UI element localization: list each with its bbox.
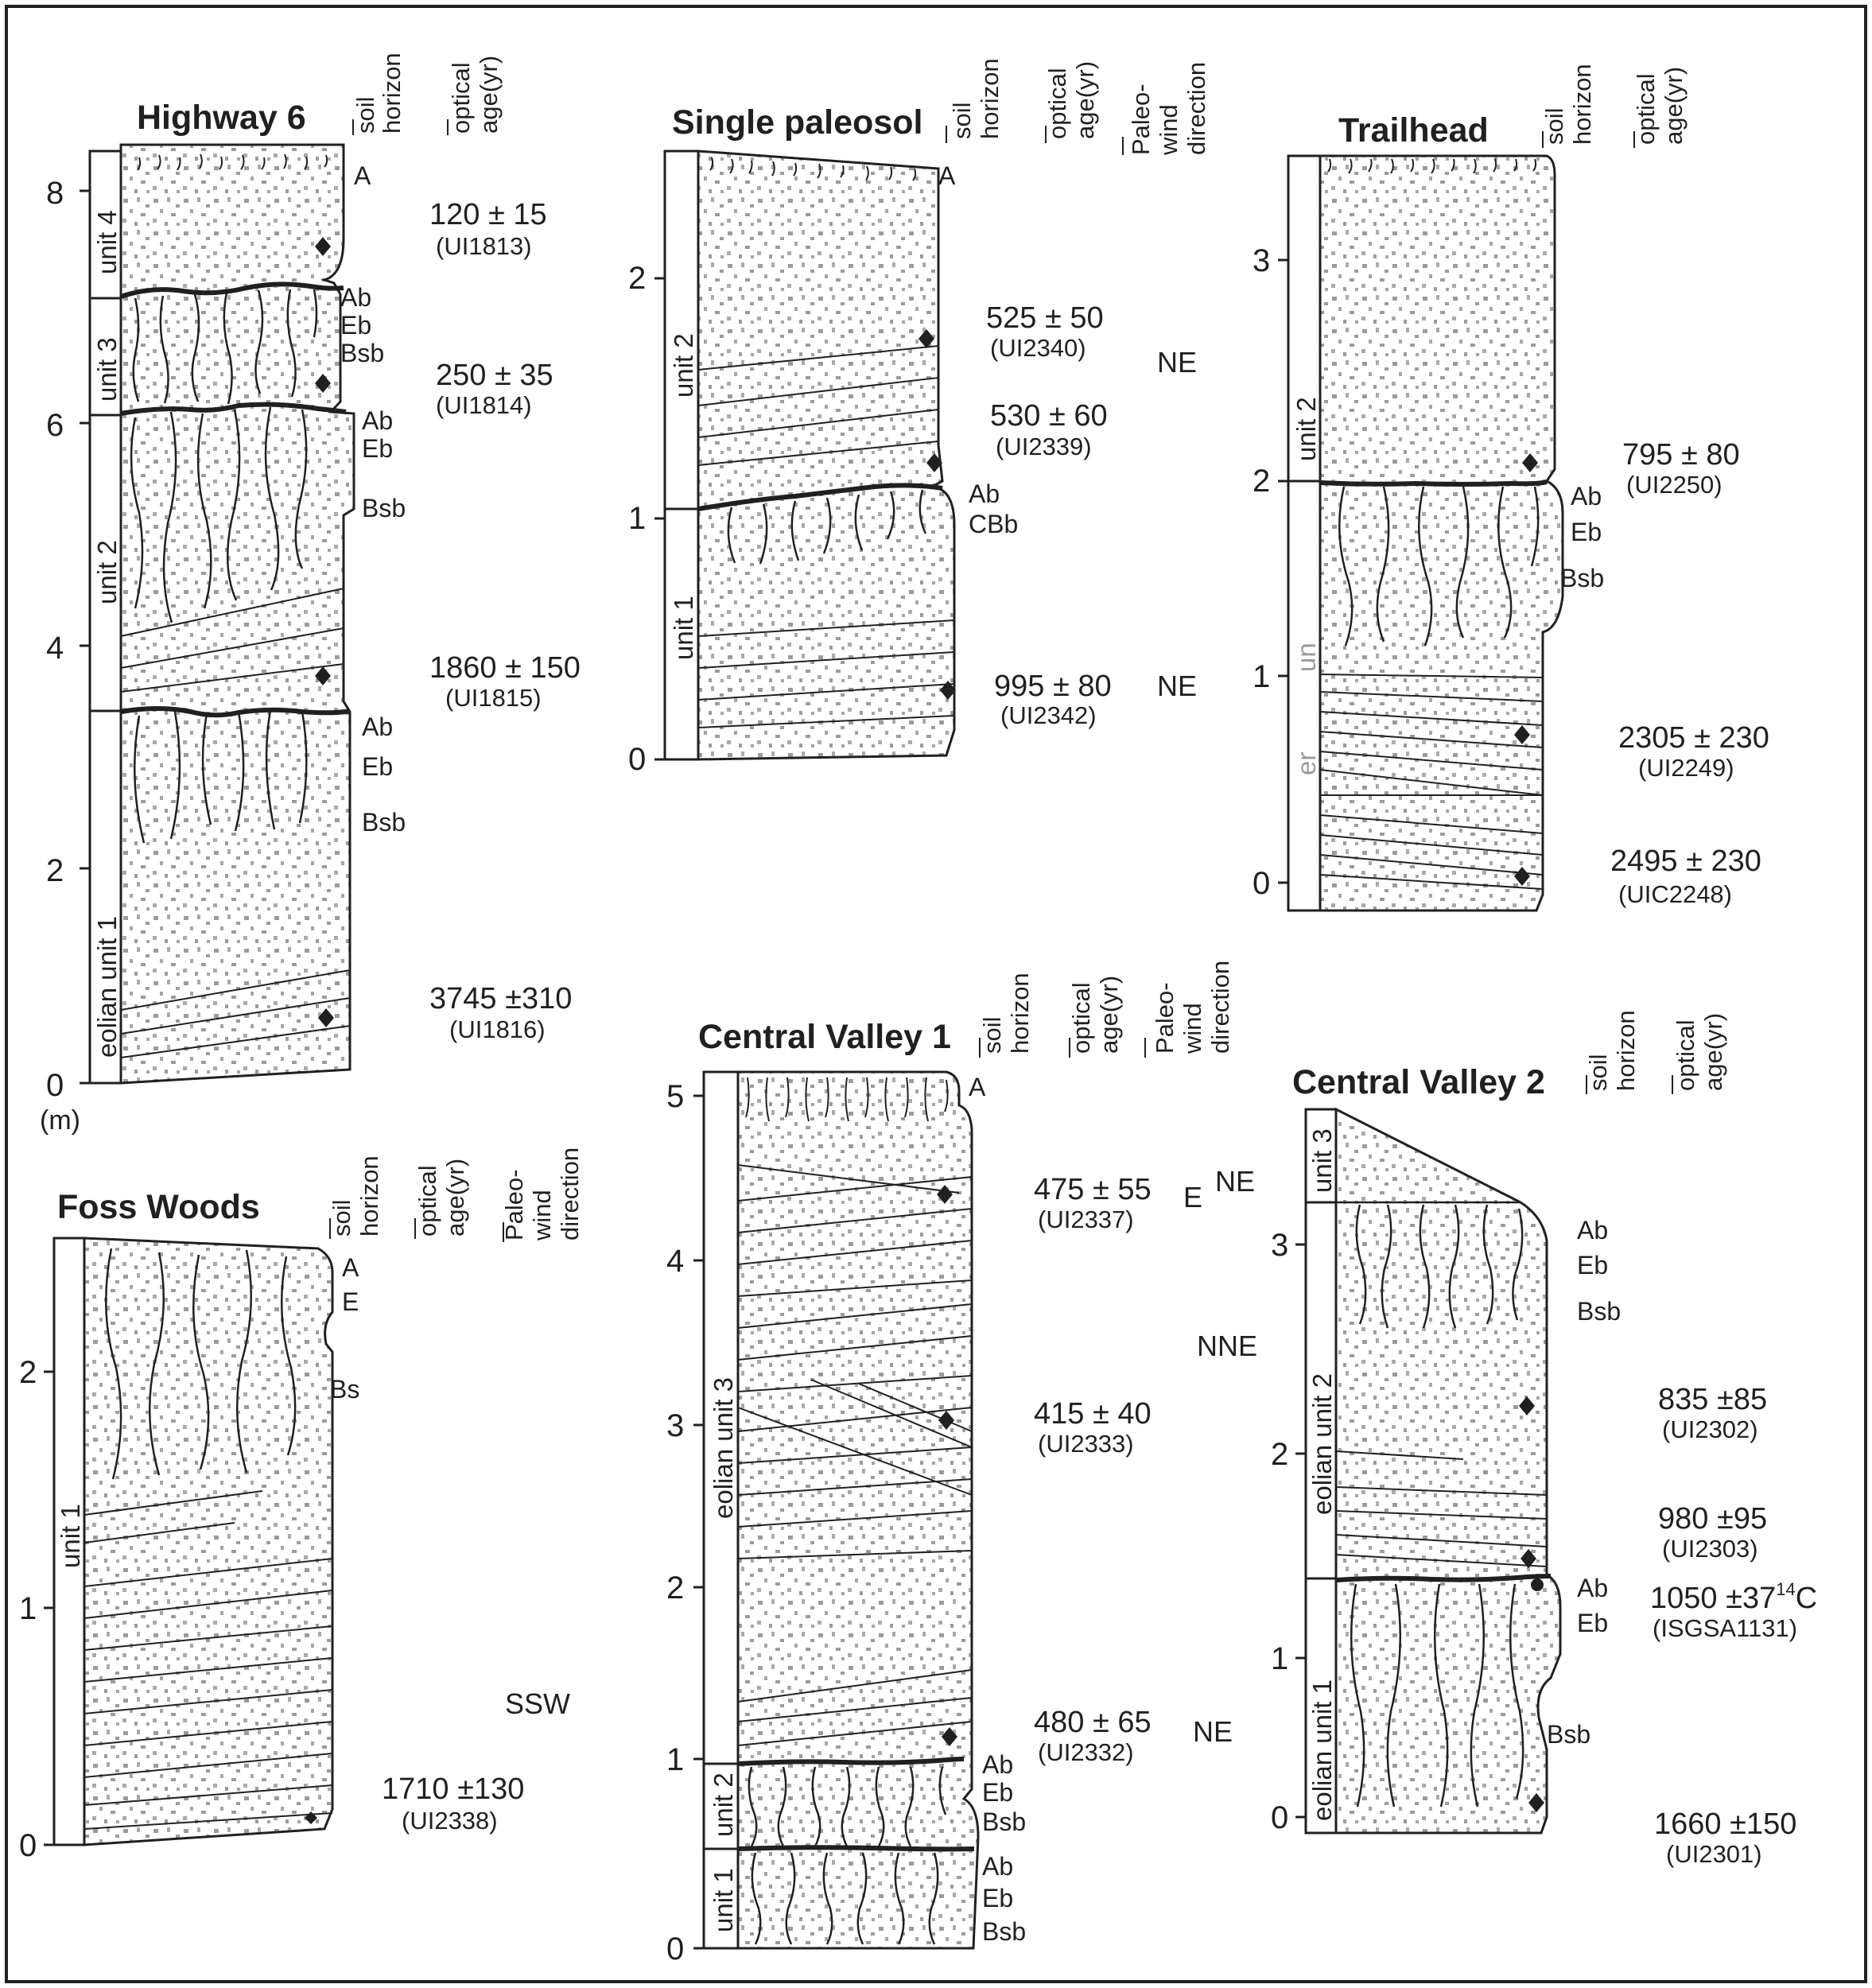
header-line: soil [1584,1054,1612,1091]
horizon-label: Bsb [1577,1297,1621,1326]
unit-label: unit 2 [92,540,122,604]
section-title: Central Valley 2 [1292,1063,1545,1101]
horizon-label: Bsb [340,339,385,367]
horizon-label: Eb [1577,1609,1609,1637]
tick-label: 0 [1271,1800,1289,1835]
optical-age: 415 ± 40 [1034,1397,1152,1431]
wind-direction: NE [1193,1715,1233,1748]
horizon-label: Bsb [362,494,406,522]
depth-axis [80,191,90,1083]
horizon-label: Ab [340,283,372,312]
wind-direction: SSW [505,1687,571,1720]
units-label: (m) [40,1105,80,1136]
horizon-label: Eb [340,311,372,340]
paleosol-boundary [1320,482,1547,484]
unit-label: eolian unit 1 [92,916,122,1058]
section-highway6 [40,52,581,1136]
sediment-column [698,151,954,759]
unit-label: unit 2 [709,1773,738,1837]
lab-id: (UI2250) [1626,471,1722,499]
header-line: direction [556,1147,584,1241]
tick-label: 4 [666,1244,685,1279]
unit-label: un [1291,643,1321,672]
horizon-label: Eb [982,1778,1014,1807]
header-line: age(yr) [1071,60,1099,139]
header-line: horizon [1568,64,1596,145]
horizon-label: CBb [969,510,1019,538]
tick-label: 1 [666,1742,685,1777]
optical-age: 525 ± 50 [986,301,1104,335]
unit-label: unit 2 [669,333,698,398]
header-line: Paleo- [500,1169,528,1241]
section-single-paleosol [628,58,1210,777]
section-central-valley-1 [666,961,1257,1967]
optical-age: 250 ± 35 [436,359,553,392]
lab-id: (UI2302) [1662,1415,1758,1443]
horizon-label: Bs [330,1375,360,1404]
lab-id: (UI2249) [1638,754,1734,782]
tick-label: 0 [666,1932,685,1967]
horizon-label: Eb [982,1884,1014,1912]
tick-label: 2 [628,261,647,296]
tick-label: 0 [1253,866,1271,901]
header-line: direction [1183,61,1210,155]
header-line: age(yr) [1660,66,1688,145]
depth-axis [693,1096,704,1948]
wind-direction: NE [1215,1165,1256,1198]
soil-horizon-header [978,973,1034,1054]
radiocarbon-sample-dot [1531,1578,1544,1591]
optical-age-header [1067,976,1123,1054]
lab-id: (UI1815) [445,684,542,712]
unit-label: unit 1 [56,1504,85,1568]
header-line: soil [351,96,379,134]
unit-strip [665,151,698,759]
unit-label: unit 4 [92,210,122,274]
optical-age-header [1672,1013,1727,1091]
header-line: soil [948,102,976,139]
horizon-label: Eb [1571,518,1602,546]
wind-direction: NE [1157,346,1198,379]
soil-horizon-header [1584,1010,1640,1091]
tick-label: 1 [1271,1641,1289,1676]
sediment-column [84,1238,332,1845]
tick-label: 2 [1253,464,1271,499]
horizon-label: Bsb [1560,564,1605,592]
header-line: Paleo- [1151,982,1179,1054]
optical-age [1650,1579,1817,1615]
wind-direction: NE [1157,670,1198,702]
paleo-wind-header [500,1147,584,1241]
optical-age: 1860 ± 150 [429,651,581,685]
tick-label: 2 [666,1571,685,1606]
optical-age: 530 ± 60 [990,399,1108,433]
horizon-label: Bsb [982,1807,1027,1836]
tick-label: 0 [19,1828,37,1863]
tick-label: 0 [46,1068,64,1103]
header-line: wind [1179,1003,1206,1054]
lab-id: (UI2339) [996,433,1092,460]
optical-age: 120 ± 15 [429,198,547,231]
paleo-wind-header [1151,961,1234,1054]
depth-axis [1295,1244,1306,1817]
tick-label: 3 [1253,243,1271,278]
horizon-label: Bsb [1547,1720,1591,1749]
soil-horizon-header [328,1155,383,1237]
optical-age: 480 ± 65 [1034,1706,1152,1739]
depth-axis [44,1372,54,1845]
tick-label: 5 [666,1079,685,1114]
unit-label: unit 2 [1291,397,1321,461]
isotope-symbol: C [1795,1582,1818,1615]
lab-id: (UI2342) [1000,701,1097,729]
header-line: horizon [1006,973,1034,1054]
header-line: horizon [976,58,1004,139]
unit-label: unit 1 [709,1868,738,1932]
tick-label: 1 [1253,659,1271,694]
header-line: age(yr) [475,55,503,134]
header-line: optical [414,1165,441,1237]
header-line: wind [1155,104,1183,155]
optical-age: 2495 ± 230 [1610,845,1761,878]
horizon-label: A [354,161,371,190]
tick-label: 4 [46,631,64,666]
isotope-superscript: 14 [1776,1579,1796,1599]
horizon-label: Ab [1577,1574,1609,1602]
section-trailhead [1253,64,1769,911]
optical-age-header [1043,61,1099,139]
tick-label: 1 [628,501,647,536]
lab-id: (UI2340) [990,334,1086,362]
section-title: Central Valley 1 [698,1018,951,1056]
tick-label: 1 [19,1591,37,1626]
optical-age: 795 ± 80 [1622,438,1740,472]
optical-age-header [447,56,503,135]
optical-age: 995 ± 80 [994,670,1112,703]
optical-age: 980 ±95 [1658,1502,1768,1536]
horizon-label: Ab [969,480,1000,508]
horizon-label: Ab [362,406,394,435]
lab-id: (UI1816) [449,1015,546,1043]
optical-age-header [1632,67,1688,145]
tick-label: 6 [46,408,64,443]
unit-label: er [1291,751,1321,775]
soil-horizon-header [1540,64,1596,145]
horizon-label: Ab [982,1852,1014,1881]
horizon-label: A [938,161,956,190]
lab-id: (UI2332) [1038,1738,1134,1766]
optical-age: 835 ±85 [1658,1383,1768,1416]
header-line: optical [1043,68,1071,139]
optical-age: 3745 ±310 [429,982,573,1015]
horizon-label: Ab [1571,482,1602,511]
header-line: optical [1632,73,1660,145]
optical-age: 475 ± 55 [1034,1173,1152,1206]
header-line: wind [528,1190,556,1241]
lab-id: (UI2301) [1666,1840,1762,1868]
sediment-column [1320,156,1563,911]
tick-label: 0 [628,742,647,777]
header-line: soil [328,1199,355,1237]
horizon-label: Bsb [362,808,406,837]
section-title: Highway 6 [137,99,306,137]
header-line: soil [978,1016,1006,1054]
horizon-label: Ab [362,712,394,741]
paleo-wind-header [1127,62,1210,156]
horizon-label: Eb [362,752,394,781]
section-title: Trailhead [1338,111,1489,149]
lab-id: (UIC2248) [1618,880,1732,908]
horizon-label: Bsb [982,1917,1027,1946]
section-title: Foss Woods [57,1188,260,1226]
header-line: age(yr) [1699,1012,1727,1091]
header-line: soil [1540,107,1568,145]
header-line: direction [1206,960,1234,1054]
optical-age: 2305 ± 230 [1618,721,1769,755]
sediment-column [738,1072,978,1948]
header-line: horizon [378,52,406,134]
horizon-label: Eb [362,434,394,463]
optical-age-header [414,1159,469,1237]
soil-horizon-header [351,52,406,135]
horizon-label: E [342,1287,359,1316]
depth-axis [1278,260,1288,883]
tick-label: 2 [46,853,64,888]
horizon-label: A [342,1253,359,1282]
wind-direction: NNE [1197,1330,1258,1362]
lab-id: (UI2338) [402,1807,498,1835]
lab-id: (UI2333) [1038,1430,1134,1458]
unit-label: eolian unit 2 [1307,1373,1337,1515]
header-line: age(yr) [441,1158,469,1237]
header-line: horizon [1612,1010,1640,1091]
radiocarbon-age: 1050 ±37 [1650,1582,1777,1615]
unit-label: unit 3 [1307,1128,1337,1193]
soil-horizon-header [948,58,1004,139]
unit-label: eolian unit 1 [1307,1679,1337,1821]
horizon-label: Ab [1577,1216,1609,1244]
tick-label: 3 [1271,1228,1289,1263]
tick-label: 3 [666,1408,685,1443]
lab-id: (UI1813) [436,232,532,260]
section-foss-woods [19,1147,584,1863]
lab-id: (ISGSA1131) [1653,1614,1798,1642]
tick-label: 2 [1271,1437,1289,1472]
sediment-column [1336,1109,1560,1833]
header-line: age(yr) [1095,975,1123,1054]
horizon-label: Eb [1577,1251,1609,1279]
lab-id: (UI1814) [436,391,532,419]
lab-id: (UI2303) [1662,1535,1758,1563]
lab-id: (UI2337) [1038,1206,1134,1233]
unit-label: unit 3 [92,337,122,402]
tick-label: 2 [19,1355,37,1390]
optical-age: 1660 ±150 [1654,1807,1797,1841]
unit-strip [1288,156,1320,911]
tick-label: 8 [46,176,64,211]
header-line: optical [1067,982,1095,1054]
unit-label: unit 1 [669,596,698,660]
horizon-label: A [969,1073,986,1101]
header-line: optical [1672,1019,1699,1091]
header-line: horizon [355,1155,383,1237]
unit-label: eolian unit 3 [709,1377,738,1519]
header-line: Paleo- [1127,83,1155,155]
horizon-label: Ab [982,1750,1014,1779]
optical-age: 1710 ±130 [382,1773,525,1806]
section-title: Single paleosol [672,103,923,142]
header-line: optical [447,62,475,134]
depth-axis [654,278,665,759]
section-central-valley-2 [1271,1010,1817,1868]
wind-direction: E [1183,1181,1203,1213]
